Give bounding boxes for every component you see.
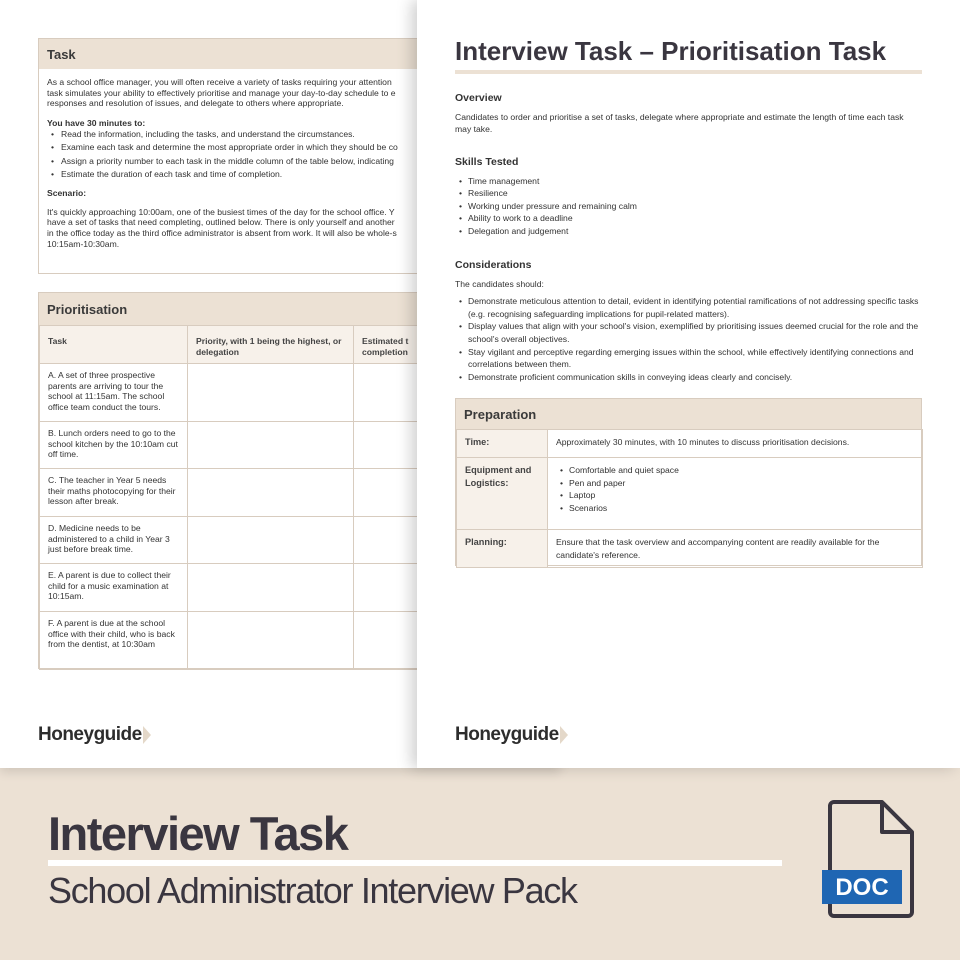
honeyguide-logo bbox=[38, 724, 151, 746]
list-item: • Resilience bbox=[459, 187, 922, 200]
task-line: As a school office manager, you will often receive a variety of tasks requiring your attention bbox=[47, 77, 392, 87]
list-item: • Display values that align with your school's vision, exemplified by prioritising issues deemed crucial for the role and the school's overall objectives. bbox=[459, 320, 922, 345]
preparation-heading: Preparation bbox=[456, 399, 921, 429]
table-row bbox=[40, 517, 440, 564]
table-row bbox=[457, 530, 923, 568]
minutes-item: • Examine each task and determine the most appropriate order in which they should be co bbox=[51, 142, 429, 153]
scenario-line: 10:15am-10:30am. bbox=[47, 238, 120, 249]
minutes-item: • Assign a priority number to each task in the middle column of the table below, indicating bbox=[51, 156, 429, 167]
prep-label: Planning: bbox=[457, 530, 548, 568]
list-item: • Demonstrate meticulous attention to detail, evident in identifying potential ramifications of not addressing specific tasks (e.g. recognising safeguarding implications for pupil-related matters). bbox=[459, 295, 922, 320]
list-item: • Demonstrate proficient communication skills in conveying ideas clearly and concisely. bbox=[459, 371, 922, 384]
page-title: Interview Task – Prioritisation Task bbox=[455, 36, 887, 66]
logo-chevron-icon bbox=[143, 726, 151, 744]
title-underline bbox=[455, 70, 922, 74]
column-header: Task bbox=[40, 326, 188, 364]
table-row bbox=[457, 430, 923, 458]
preparation-table bbox=[456, 429, 923, 568]
task-paragraph bbox=[47, 77, 429, 109]
priority-cell bbox=[188, 364, 354, 422]
task-line: task simulates your ability to effectively prioritise and manage your day-to-day schedule to e bbox=[47, 87, 396, 98]
scenario-line: in the office today as the third office administrator is absent from work. It will also be whole-s bbox=[47, 228, 397, 239]
task-body bbox=[39, 69, 437, 249]
prioritisation-section bbox=[38, 292, 438, 669]
task-cell: F. A parent is due at the school office with their child, who is back from the dentist, at 10:30am bbox=[40, 612, 188, 670]
considerations-section bbox=[455, 259, 922, 383]
honeyguide-logo bbox=[455, 724, 568, 746]
scenario-paragraph bbox=[47, 207, 429, 249]
list-item: • Delegation and judgement bbox=[459, 225, 922, 238]
task-heading: Task bbox=[39, 39, 437, 69]
document-file-icon bbox=[820, 800, 916, 918]
overview-section bbox=[455, 92, 922, 136]
task-cell: B. Lunch orders need to go to the school kitchen by the 10:10am cut off time. bbox=[40, 422, 188, 469]
list-item: • Time management bbox=[459, 175, 922, 188]
minutes-heading: You have 30 minutes to: bbox=[47, 117, 146, 128]
list-item: • Pen and paper bbox=[560, 477, 914, 490]
minutes-item: • Estimate the duration of each task and time of completion. bbox=[51, 169, 429, 180]
column-header: Estimated t completion bbox=[354, 326, 440, 364]
preparation-section bbox=[455, 398, 922, 566]
scenario-heading: Scenario: bbox=[47, 188, 87, 199]
list-item: • Ability to work to a deadline bbox=[459, 212, 922, 225]
front-page bbox=[417, 0, 960, 768]
list-item: • Laptop bbox=[560, 489, 914, 502]
table-row bbox=[40, 364, 440, 422]
priority-cell bbox=[188, 612, 354, 670]
table-row bbox=[40, 422, 440, 469]
overview-text: Candidates to order and prioritise a set of tasks, delegate where appropriate and estimate the length of time each task may take. bbox=[455, 111, 904, 135]
prep-value: Approximately 30 minutes, with 10 minutes to discuss prioritisation decisions. bbox=[548, 430, 923, 458]
scenario-line: have a set of tasks that need completing, outlined below. There is only yourself and another bbox=[47, 217, 395, 228]
list-item: • Scenarios bbox=[560, 502, 914, 515]
considerations-list bbox=[459, 295, 922, 383]
table-row bbox=[457, 458, 923, 530]
priority-cell bbox=[188, 517, 354, 564]
overview-heading: Overview bbox=[455, 92, 502, 104]
task-cell: D. Medicine needs to be administered to a child in Year 3 just before break time. bbox=[40, 517, 188, 564]
file-type-label: DOC bbox=[835, 874, 889, 901]
task-cell: E. A parent is due to collect their child for a music examination at 10:15am. bbox=[40, 564, 188, 612]
task-cell: C. The teacher in Year 5 needs their maths photocopying for their lesson after break. bbox=[40, 469, 188, 517]
logo-text: Honeyguide bbox=[455, 724, 559, 745]
logo-text: Honeyguide bbox=[38, 724, 142, 745]
considerations-heading: Considerations bbox=[455, 259, 532, 271]
priority-cell bbox=[188, 422, 354, 469]
minutes-list bbox=[51, 129, 429, 179]
skills-section bbox=[455, 156, 922, 238]
task-section bbox=[38, 38, 438, 274]
minutes-item: • Read the information, including the tasks, and understand the circumstances. bbox=[51, 129, 429, 140]
table-header-row bbox=[40, 326, 440, 364]
skills-heading: Skills Tested bbox=[455, 156, 519, 168]
banner-title: Interview Task bbox=[48, 807, 348, 860]
list-item: • Comfortable and quiet space bbox=[560, 464, 914, 477]
column-header: Priority, with 1 being the highest, or delegation bbox=[188, 326, 354, 364]
prep-value bbox=[548, 458, 923, 530]
banner-subtitle: School Administrator Interview Pack bbox=[48, 870, 577, 911]
prep-value: Ensure that the task overview and accompanying content are readily available for the candidate's reference. bbox=[548, 530, 923, 568]
banner-divider bbox=[48, 860, 782, 866]
logo-chevron-icon bbox=[560, 726, 568, 744]
scenario-line: It's quickly approaching 10:00am, one of the busiest times of the day for the school office. Y bbox=[47, 206, 395, 217]
prioritisation-heading: Prioritisation bbox=[39, 293, 437, 325]
task-cell: A. A set of three prospective parents are arriving to tour the school at 11:15am. The school office team conduct the tours. bbox=[40, 364, 188, 422]
prep-label: Time: bbox=[457, 430, 548, 458]
prep-label: Equipment and Logistics: bbox=[457, 458, 548, 530]
skills-list bbox=[459, 175, 922, 238]
table-row bbox=[40, 469, 440, 517]
list-item: • Working under pressure and remaining calm bbox=[459, 200, 922, 213]
list-item: • Stay vigilant and perceptive regarding emerging issues within the school, while effectively identifying connections and correlations between them. bbox=[459, 346, 922, 371]
task-line: responses and resolution of issues, and delegate to others where appropriate. bbox=[47, 98, 344, 109]
table-row bbox=[40, 612, 440, 670]
considerations-intro: The candidates should: bbox=[455, 278, 544, 289]
priority-cell bbox=[188, 564, 354, 612]
priority-cell bbox=[188, 469, 354, 517]
table-row bbox=[40, 564, 440, 612]
prioritisation-table bbox=[39, 325, 440, 670]
equipment-list bbox=[560, 464, 914, 514]
